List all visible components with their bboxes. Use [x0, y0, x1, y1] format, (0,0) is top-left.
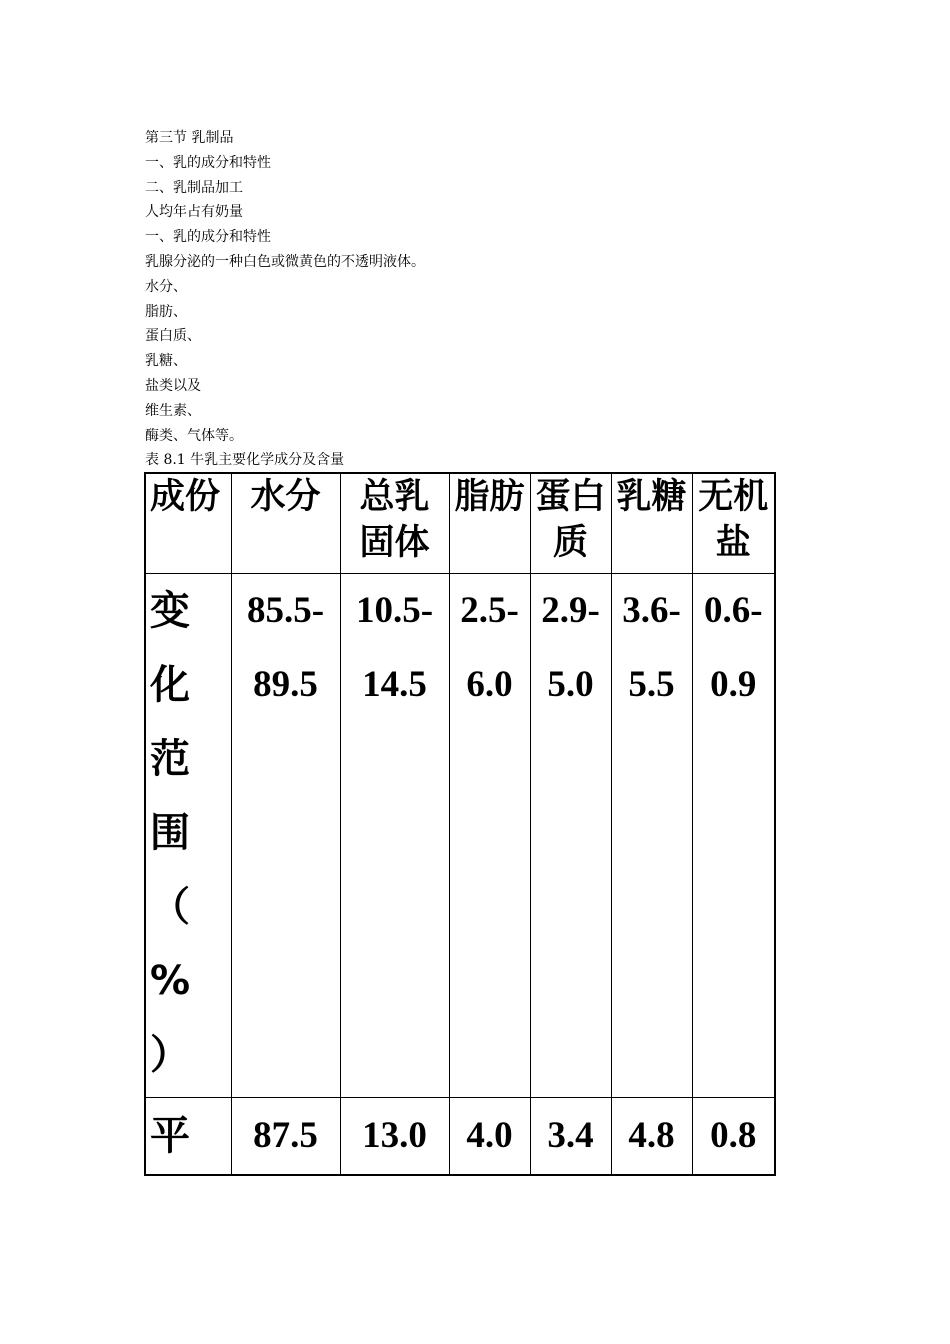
- header-cell-total-solids: 总乳 固体: [340, 473, 449, 573]
- table-row-range: [145, 573, 775, 1097]
- range-cell-fat: 2.5- 6.0: [449, 573, 530, 1097]
- header-cell-water: 水分: [231, 473, 340, 573]
- subsection-heading: 一、乳的成分和特性: [145, 229, 271, 246]
- milk-composition-table: [144, 472, 776, 1176]
- range-cell-lactose: 3.6- 5.5: [611, 573, 692, 1097]
- header-cell-protein: 蛋白 质: [530, 473, 611, 573]
- text-line: 人均年占有奶量: [145, 204, 243, 221]
- outline-item: 一、乳的成分和特性: [145, 154, 271, 171]
- range-cell-protein: 2.9- 5.0: [530, 573, 611, 1097]
- section-title: 第三节 乳制品: [145, 130, 234, 146]
- table-row-average: [145, 1097, 775, 1175]
- average-cell-water: 87.5: [231, 1097, 340, 1175]
- average-cell-minerals: 0.8: [692, 1097, 775, 1175]
- component-item: 蛋白质、: [145, 328, 201, 345]
- table-header-row: [145, 473, 775, 573]
- component-item: 盐类以及: [145, 377, 201, 394]
- range-label-cell: 变 化 范 围 （ % ）: [145, 573, 231, 1097]
- header-cell-minerals: 无机 盐: [692, 473, 775, 573]
- component-item: 酶类、气体等。: [145, 427, 243, 444]
- document-text: [145, 126, 425, 473]
- range-cell-total-solids: 10.5- 14.5: [340, 573, 449, 1097]
- component-item: 水分、: [145, 278, 187, 295]
- average-cell-protein: 3.4: [530, 1097, 611, 1175]
- range-cell-water: 85.5- 89.5: [231, 573, 340, 1097]
- table-caption: 表 8.1 牛乳主要化学成分及含量: [145, 452, 345, 469]
- average-cell-fat: 4.0: [449, 1097, 530, 1175]
- outline-item: 二、乳制品加工: [145, 179, 243, 196]
- component-item: 乳糖、: [145, 353, 187, 370]
- header-cell-fat: 脂肪: [449, 473, 530, 573]
- average-label-cell: 平: [145, 1097, 231, 1175]
- range-cell-minerals: 0.6- 0.9: [692, 573, 775, 1097]
- header-cell-component: 成份: [145, 473, 231, 573]
- definition-text: 乳腺分泌的一种白色或微黄色的不透明液体。: [145, 253, 425, 270]
- component-item: 脂肪、: [145, 303, 187, 320]
- average-cell-lactose: 4.8: [611, 1097, 692, 1175]
- header-cell-lactose: 乳糖: [611, 473, 692, 573]
- average-cell-total-solids: 13.0: [340, 1097, 449, 1175]
- component-item: 维生素、: [145, 402, 201, 419]
